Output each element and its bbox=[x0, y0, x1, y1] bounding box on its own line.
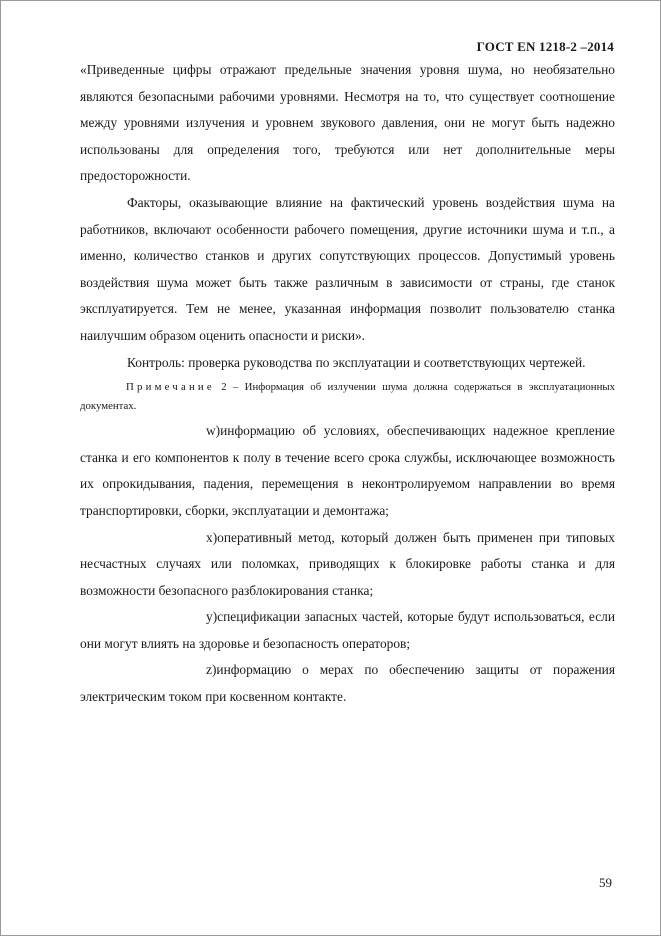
list-item-z bbox=[80, 657, 615, 710]
note-label: Примечание bbox=[126, 381, 215, 394]
quote-paragraph: «Приведенные цифры отражают предельные значения уровня шума, но необязательно являются безопасными рабочими уровнями. Несмотря на то, что существует соотношение между уровнями излучения и уровнем звукового давления, они не могут быть надежно использованы для определения того, требуются или нет дополнительные меры предосторожности. bbox=[80, 62, 615, 184]
factors-paragraph: Факторы, оказывающие влияние на фактический уровень воздействия шума на работников, включают особенности рабочего помещения, другие источники шума и т.п., а именно, количество станков и других сопутствующих процессов. Допустимый уровень воздействия шума может быть также различным в зависимости от страны, где станок эксплуатируется. Тем не менее, указанная информация позволит пользователю станка наилучшим образом оценить опасности и риски». bbox=[80, 194, 615, 343]
list-item-label: w) bbox=[206, 423, 221, 439]
list-item-text: информацию об условиях, обеспечивающих надежное крепление станка и его компонентов к полу в течение всего срока службы, исключающее возможность их опрокидывания, падения, перемещения в неконтролируемом направлении во время транспортировки, сборки, эксплуатации и демонтажа; bbox=[80, 423, 615, 518]
note-text: 2 – Информация об излучении шума должна содержаться в эксплуатационных документах. bbox=[80, 381, 615, 413]
control-paragraph: Контроль: проверка руководства по эксплуатации и соответствующих чертежей. bbox=[127, 354, 586, 370]
standard-header: ГОСТ EN 1218-2 –2014 bbox=[476, 39, 614, 54]
list-item-text: оперативный метод, который должен быть применен при типовых несчастных случаях или поломках, приводящих к блокировке работы станка и для возможности безопасного разблокирования станка; bbox=[80, 529, 615, 598]
list-item-label: y) bbox=[206, 609, 218, 625]
body-text bbox=[80, 57, 615, 711]
list-item-w bbox=[80, 418, 615, 524]
note-paragraph bbox=[80, 378, 615, 416]
list-item-label: x) bbox=[206, 529, 218, 545]
page-number: 59 bbox=[599, 875, 612, 890]
list-item-label: z) bbox=[206, 662, 217, 678]
list-item-y bbox=[80, 604, 615, 657]
list-item-x bbox=[80, 525, 615, 605]
list-item-text: спецификации запасных частей, которые будут использоваться, если они могут влиять на здоровье и безопасность операторов; bbox=[80, 609, 615, 651]
list-item-text: информацию о мерах по обеспечению защиты от поражения электрическим током при косвенном контакте. bbox=[80, 662, 615, 705]
